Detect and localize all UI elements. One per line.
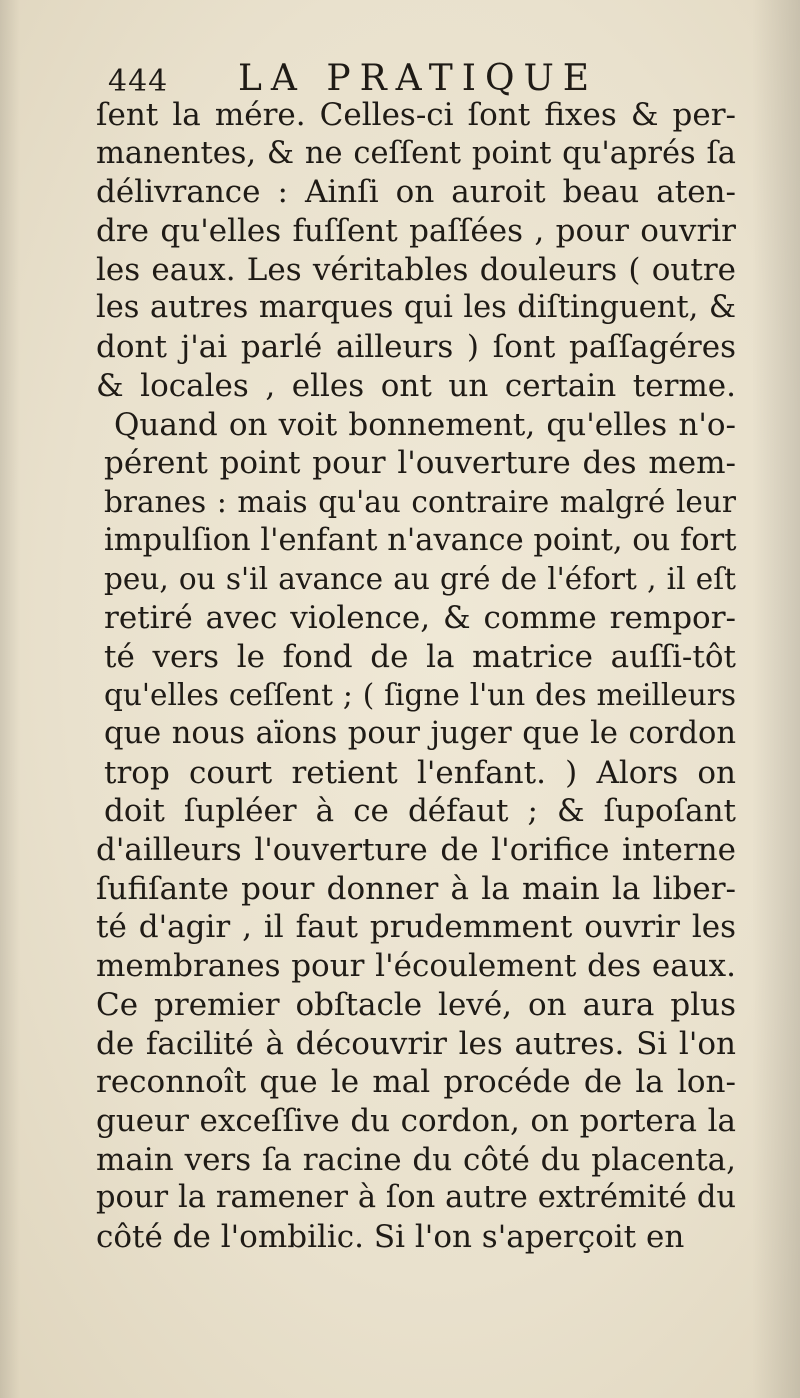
text-line: pérent point pour l'ouverture des mem- bbox=[104, 445, 736, 482]
text-line: les eaux. Les véritables douleurs ( outre bbox=[96, 251, 736, 288]
text-line: Ce premier obſtacle levé, on aura plus bbox=[96, 986, 736, 1023]
text-line: gueur exceſſive du cordon, on portera la bbox=[96, 1102, 736, 1139]
text-line: main vers ſa racine du côté du placenta, bbox=[96, 1141, 736, 1178]
text-line: doit ſupléer à ce défaut ; & ſupoſant bbox=[104, 793, 736, 830]
text-line: les autres marques qui les diſtinguent, & bbox=[96, 290, 736, 326]
text-line: peu, ou s'il avance au gré de l'éfort , il eſt bbox=[104, 562, 736, 597]
text-line: ſent la mére. Celles-ci ſont fixes & per- bbox=[96, 97, 736, 133]
text-line: côté de l'ombilic. Si l'on s'aperçoit en bbox=[96, 1218, 685, 1255]
text-line: branes : mais qu'au contraire malgré leur bbox=[104, 484, 736, 519]
text-line: dont j'ai parlé ailleurs ) ſont paſſagéres bbox=[96, 329, 736, 366]
text-line: té vers le fond de la matrice auſſi-tôt bbox=[104, 638, 736, 675]
running-title: LA PRATIQUE bbox=[238, 58, 599, 99]
text-line: manentes, & ne ceſſent point qu'aprés ſa bbox=[96, 135, 736, 171]
text-line: té d'agir , il faut prudemment ouvrir les bbox=[96, 909, 736, 946]
text-line: impulſion l'enfant n'avance point, ou fort bbox=[104, 522, 737, 558]
text-line: pour la ramener à ſon autre extrémité du bbox=[96, 1180, 736, 1216]
body-text bbox=[96, 96, 736, 1257]
text-line: Quand on voit bonnement, qu'elles n'o- bbox=[114, 406, 736, 443]
text-line: retiré avec violence, & comme rempor- bbox=[104, 599, 736, 636]
text-line: délivrance : Ainſi on auroit beau aten- bbox=[96, 174, 736, 211]
page-number: 444 bbox=[108, 64, 169, 99]
text-line: trop court retient l'enfant. ) Alors on bbox=[104, 754, 736, 791]
text-line: & locales , elles ont un certain terme. bbox=[96, 367, 736, 404]
text-line: que nous aïons pour juger que le cordon bbox=[104, 716, 736, 751]
text-line: de facilité à découvrir les autres. Si l'on bbox=[96, 1025, 736, 1062]
text-line: reconnoît que le mal procéde de la lon- bbox=[96, 1064, 736, 1101]
text-line: dre qu'elles fuſſent paſſées , pour ouvrir bbox=[96, 213, 736, 250]
text-line: membranes pour l'écoulement des eaux. bbox=[96, 948, 736, 985]
text-line: ſufiſante pour donner à la main la liber- bbox=[96, 870, 736, 907]
text-line: d'ailleurs l'ouverture de l'orifice interne bbox=[96, 832, 736, 869]
text-line: qu'elles ceſſent ; ( ſigne l'un des meilleurs bbox=[104, 678, 736, 713]
